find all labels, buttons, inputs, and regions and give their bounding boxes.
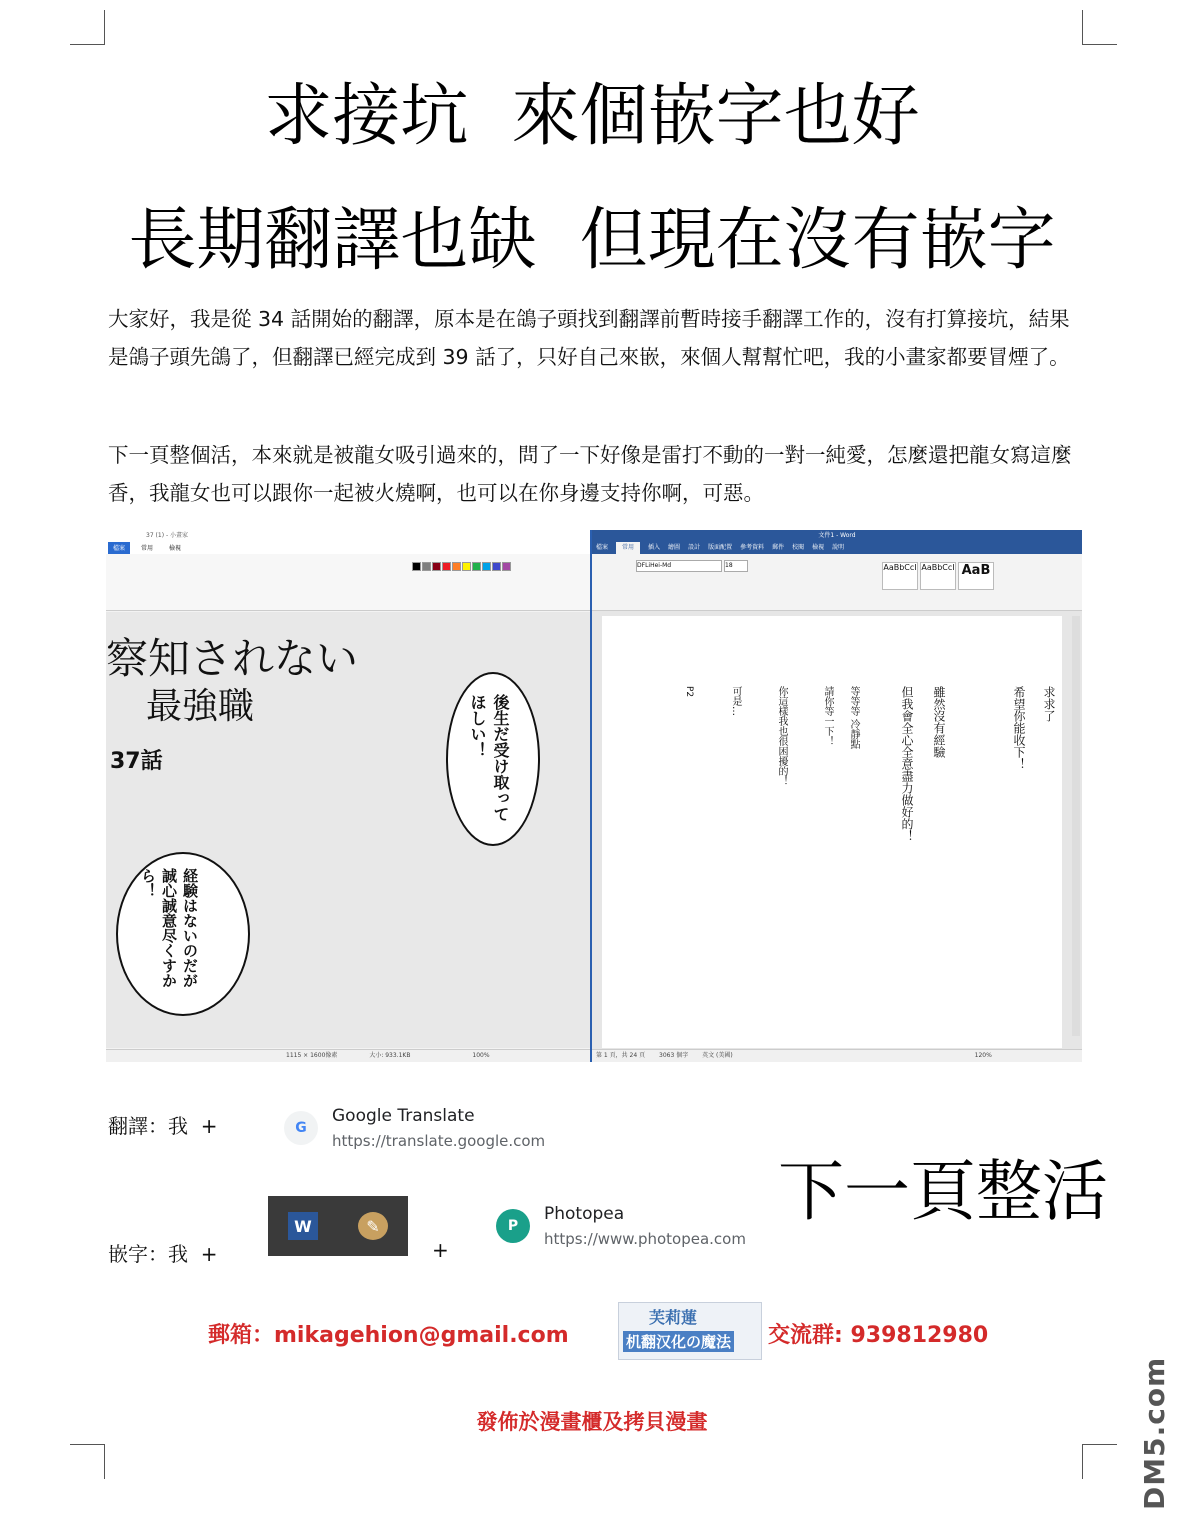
crop-mark-top-left <box>70 10 105 45</box>
word-tab-file[interactable]: 檔案 <box>596 544 609 551</box>
font-size-select[interactable]: 18 <box>724 560 748 572</box>
word-line: 你這樣我也很困擾的！ <box>776 686 787 786</box>
word-tab-references[interactable]: 參考資料 <box>740 544 765 551</box>
word-tab-layout[interactable]: 版面配置 <box>708 544 733 551</box>
color-swatch[interactable] <box>482 562 491 571</box>
photopea-card[interactable] <box>496 1204 746 1248</box>
style-nospacing[interactable]: AaBbCcI <box>920 562 956 590</box>
contact-email: 郵箱：mikagehion@gmail.com <box>208 1323 569 1348</box>
word-line: 求求了 <box>1042 686 1056 722</box>
style-heading1[interactable]: AaB <box>958 562 994 590</box>
color-swatch[interactable] <box>502 562 511 571</box>
manga-subtitle: 最強職 <box>146 686 255 727</box>
logo-line-2: 机翻汉化の魔法 <box>623 1331 734 1352</box>
color-swatch[interactable] <box>452 562 461 571</box>
google-translate-name: Google Translate <box>332 1106 475 1126</box>
paragraph-next: 下一頁整個活，本來就是被龍女吸引過來的，問了一下好像是雷打不動的一對一純愛，怎麼還把龍女寫這麼香，我龍女也可以跟你一起被火燒啊，也可以在你身邊支持你啊，可惡。 <box>108 443 1072 505</box>
word-status-bar <box>592 1049 1082 1062</box>
word-tabs <box>592 542 1082 554</box>
group-logo <box>618 1302 762 1360</box>
logo-line-1: 芙莉蓮 <box>649 1308 698 1327</box>
paint-tabs <box>106 542 590 554</box>
typeset-credit-label: 嵌字：我 + <box>108 1242 218 1266</box>
speech-bubble-2 <box>116 852 250 1016</box>
photopea-name: Photopea <box>544 1204 625 1224</box>
color-swatch[interactable] <box>432 562 441 571</box>
photopea-icon: P <box>496 1209 530 1243</box>
word-status-words: 3063 個字 <box>659 1052 689 1059</box>
word-line: 雖然沒有經驗 <box>932 686 946 758</box>
word-tab-view[interactable]: 檢視 <box>812 544 825 551</box>
font-name-select[interactable]: DFLiHei-Md <box>636 560 722 572</box>
heading-line-1: 求接坑 來個嵌字也好 <box>264 77 920 156</box>
photopea-url[interactable]: https://www.photopea.com <box>544 1230 746 1248</box>
google-translate-url[interactable]: https://translate.google.com <box>332 1132 546 1150</box>
paint-status-size: 1115 × 1600像素 <box>286 1052 338 1059</box>
word-tab-insert[interactable]: 插入 <box>648 544 661 551</box>
word-line: 請你等一下！ <box>822 686 833 746</box>
manga-chapter: 37話 <box>110 749 163 774</box>
color-swatch[interactable] <box>422 562 431 571</box>
google-translate-icon: G <box>284 1111 318 1145</box>
bubble-2-text: 経験はないのだが誠心誠意尽くすから！ <box>139 868 199 988</box>
word-tab-help[interactable]: 說明 <box>832 544 845 551</box>
paint-tab-view[interactable]: 檢視 <box>169 545 182 552</box>
word-tab-review[interactable]: 校閱 <box>792 544 805 551</box>
paint-status-filesize: 大小: 933.1KB <box>369 1052 411 1059</box>
word-status-language: 英文 (美國) <box>702 1052 733 1059</box>
word-window <box>592 530 1082 1062</box>
word-title: 文件1 - Word <box>592 530 1082 542</box>
word-status-page: 第 1 頁，共 24 頁 <box>596 1052 646 1059</box>
next-page-heading: 下一頁整活 <box>778 1153 1108 1230</box>
word-line: 希望你能收下！ <box>1012 686 1026 770</box>
heading-line-2: 長期翻譯也缺 但現在沒有嵌字 <box>128 201 1056 280</box>
paint-app-icon[interactable]: ✎ <box>358 1212 388 1240</box>
paint-canvas[interactable] <box>106 612 590 1048</box>
word-line: 等等等 冷靜點 <box>848 686 859 750</box>
paint-title: 37 (1) - 小畫家 <box>106 530 590 542</box>
crop-mark-top-right <box>1082 10 1117 45</box>
word-app-icon[interactable]: W <box>288 1212 318 1240</box>
watermark-logo: DM5.com <box>1138 1356 1171 1510</box>
typeset-plus: + <box>432 1238 449 1262</box>
paint-window <box>106 530 592 1062</box>
color-swatch[interactable] <box>442 562 451 571</box>
paint-tab-home[interactable]: 常用 <box>141 545 154 552</box>
style-normal[interactable]: AaBbCcI <box>882 562 918 590</box>
word-tab-home[interactable]: 常用 <box>616 542 640 554</box>
screenshot-composite <box>106 530 1082 1062</box>
word-line: 可是… <box>730 686 741 716</box>
translate-credit-label: 翻譯：我 + <box>108 1114 218 1138</box>
crop-mark-bottom-left <box>70 1444 105 1479</box>
word-tab-design[interactable]: 設計 <box>688 544 701 551</box>
paint-status-zoom: 100% <box>472 1052 490 1059</box>
word-status-zoom: 120% <box>974 1052 992 1059</box>
word-tab-mailings[interactable]: 郵件 <box>772 544 785 551</box>
paint-status-bar <box>106 1049 590 1062</box>
word-tab-draw[interactable]: 繪圖 <box>668 544 681 551</box>
word-page[interactable] <box>602 616 1062 1048</box>
google-translate-card[interactable] <box>284 1106 545 1150</box>
color-swatch[interactable] <box>462 562 471 571</box>
bubble-1-text: 後生だ受け取ってほしい！ <box>468 694 510 822</box>
app-icons-strip <box>268 1196 408 1256</box>
color-swatch[interactable] <box>412 562 421 571</box>
word-scrollbar[interactable] <box>1072 616 1080 1036</box>
paragraph-intro: 大家好，我是從 34 話開始的翻譯，原本是在鴿子頭找到翻譯前暫時接手翻譯工作的，沒有打算接坑，結果是鴿子頭先鴿了，但翻譯已經完成到 39 話了，只好自己來嵌，來個人幫幫忙吧，我的小畫家都要冒煙了。 <box>108 307 1070 369</box>
publish-note: 發佈於漫畫櫃及拷貝漫畫 <box>476 1410 708 1434</box>
paint-tab-file[interactable]: 檔案 <box>108 542 130 554</box>
color-swatch[interactable] <box>492 562 501 571</box>
word-line: 但我會全心全意盡力做好的！ <box>900 686 914 842</box>
word-page-label: P2 <box>684 686 694 698</box>
paint-ribbon <box>106 554 590 611</box>
manga-title: 察知されない <box>106 634 359 683</box>
contact-group: 交流群: 939812980 <box>768 1323 989 1348</box>
speech-bubble-1 <box>446 672 540 846</box>
color-swatch[interactable] <box>472 562 481 571</box>
crop-mark-bottom-right <box>1082 1444 1117 1479</box>
word-ribbon <box>592 554 1082 611</box>
